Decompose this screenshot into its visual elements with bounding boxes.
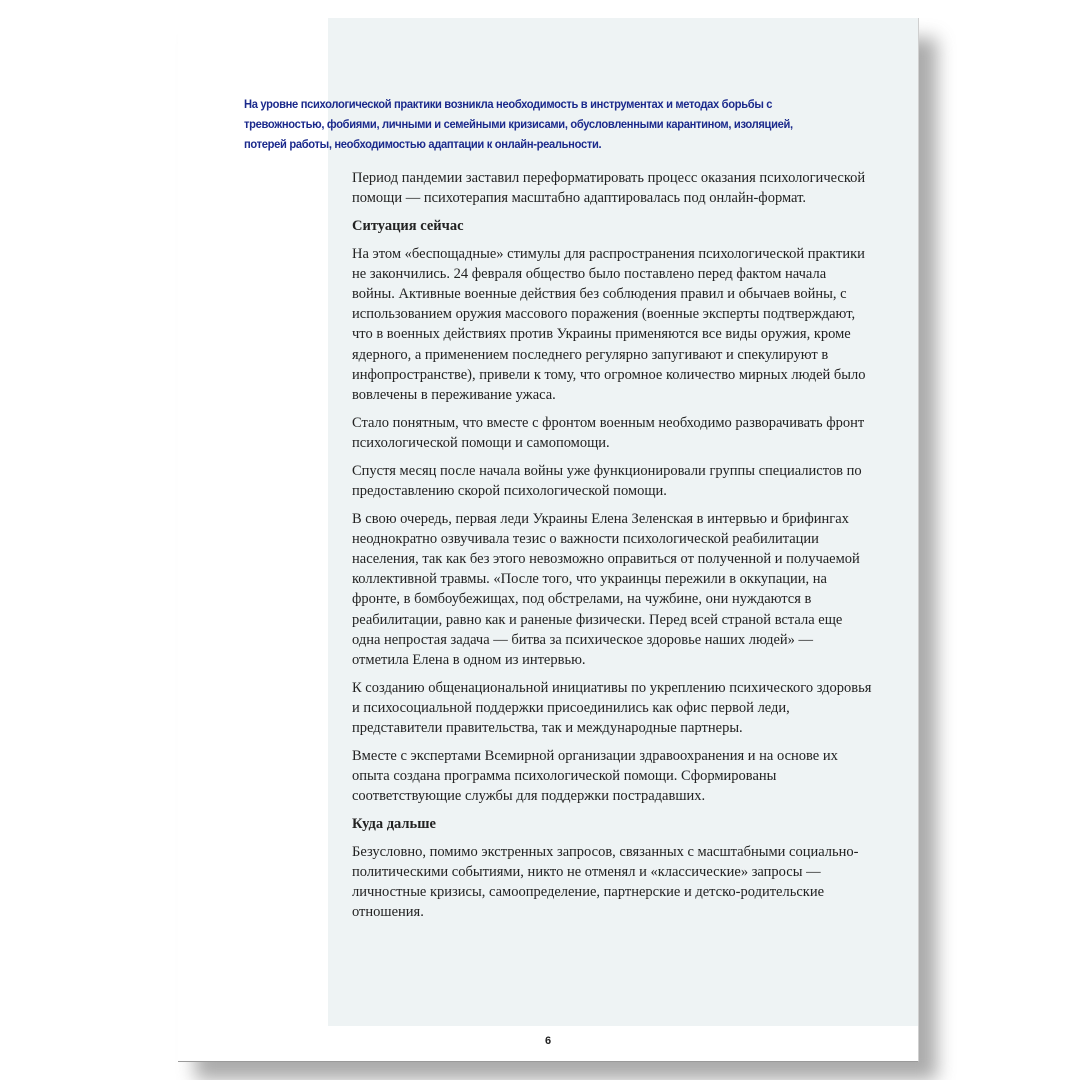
document-page [178,18,919,1062]
paragraph-emergency-groups: Спустя месяц после начала войны уже функционировали группы специалистов по предоставлению скорой психологической помощи. [352,462,862,499]
page-number: 6 [544,1035,552,1047]
paragraph-first-lady-quote: В свою очередь, первая леди Украины Елена Зеленская в интервью и брифингах неоднократно озвучивала тезис о важности психологической реабилитации населения, так как без этого невозможно оправиться от полученной и получаемой коллективной травмы. «После того, что украинцы пережили в оккупации, на фронте, в бомбоубежищах, под обстрелами, на чужбине, они нуждаются в реабилитации, равно как и раненые физически. Перед всей страной встала еще одна непростая задача — битва за психическое здоровье наших людей» — отметила Елена в одном из интервью. [352,510,860,668]
paragraph-psychological-front: Стало понятным, что вместе с фронтом военным необходимо разворачивать фронт психологической помощи и самопомощи. [352,414,865,451]
article-body [352,168,872,930]
paragraph-war-start: На этом «беспощадные» стимулы для распространения психологической практики не закончились. 24 февраля общество было поставлено перед фактом начала войны. Активные военные действия без соблюдения правил и обычаев войны, с использованием оружия массового поражения (военные эксперты подтверждают, что в военных действиях против Украины применяются все виды оружия, кроме ядерного, а применением последнего регулярно запугивают и спекулируют в инфопространстве), привели к тому, что огромное количество мирных людей было вовлечены в переживание ужаса. [352,245,866,404]
paragraph-who-program: Вместе с экспертами Всемирной организации здравоохранения и на основе их опыта создана программа психологической помощи. Сформированы соответствующие службы для поддержки пострадавших. [352,747,838,805]
callout-quote: На уровне психологической практики возникла необходимость в инструментах и методах борьбы с тревожностью, фобиями, личными и семейными кризисами, обусловленными карантином, изоляцией, потерей работы, необходимостью адаптации к онлайн-реальности. [244,97,793,151]
paragraph-national-initiative: К созданию общенациональной инициативы по укреплению психического здоровья и психосоциальной поддержки присоединились как офис первой леди, представители правительства, так и международные партнеры. [352,679,872,737]
intro-paragraph: Период пандемии заставил переформатировать процесс оказания психологической помощи — психотерапия масштабно адаптировалась под онлайн-формат. [352,170,866,207]
section-heading-current-situation: Ситуация сейчас [352,217,464,234]
paragraph-classic-requests: Безусловно, помимо экстренных запросов, связанных с масштабными социально-политическими событиями, никто не отменял и «классические» запросы — личностные кризисы, самоопределение, партнерские и детско-родительские отношения. [352,843,859,921]
section-heading-whats-next: Куда дальше [352,815,436,832]
